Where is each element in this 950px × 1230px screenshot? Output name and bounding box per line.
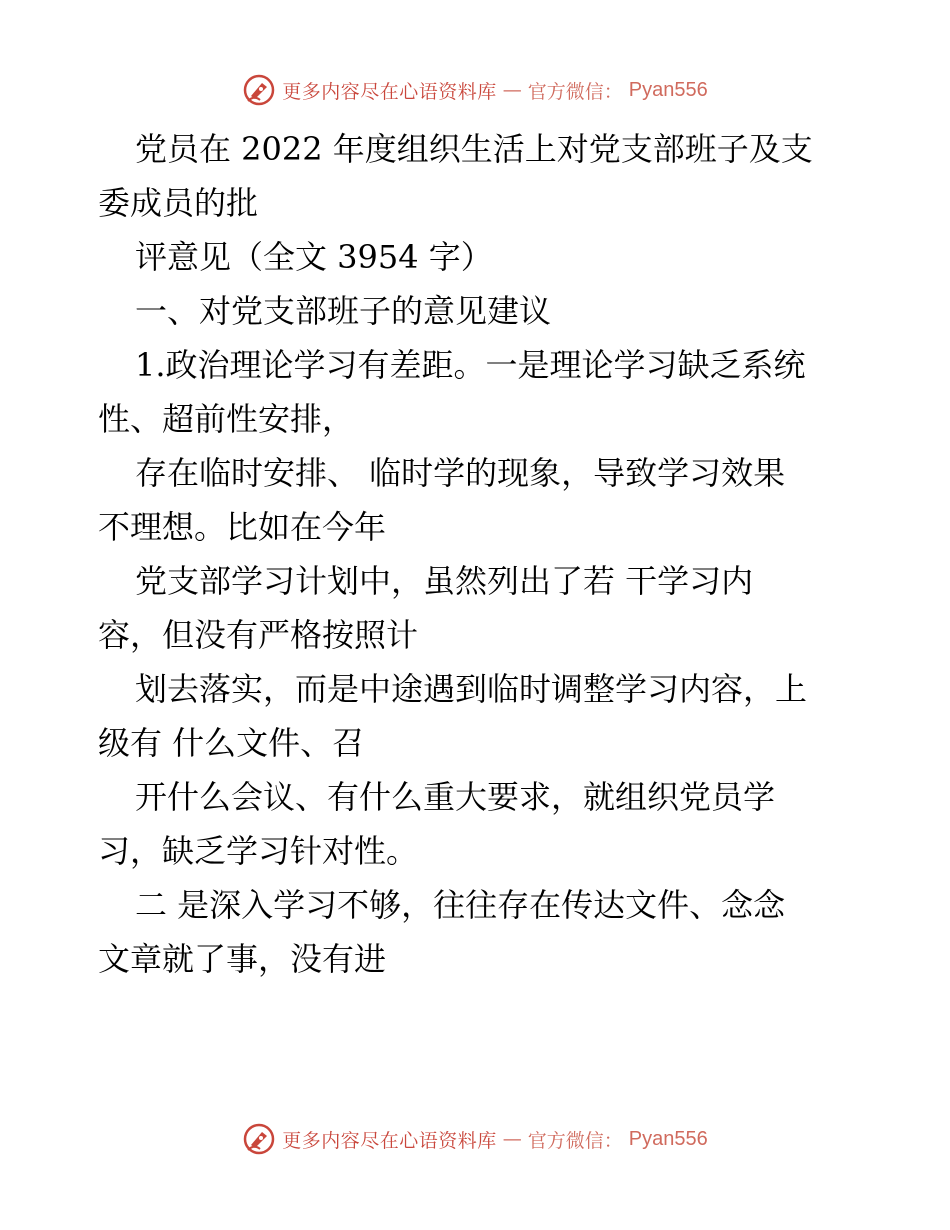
document-body: [98, 122, 858, 986]
title-line-2: 委成员的批: [98, 184, 259, 222]
paragraph-line: 党支部学习计划中，虽然列出了若 干学习内: [135, 562, 754, 600]
paragraph-line: 容，但没有严格按照计: [98, 616, 419, 654]
paragraph-line: 文章就了事，没有进: [98, 940, 387, 978]
header-banner-dash: —: [502, 79, 522, 101]
header-wechat-id: Pyan556: [628, 78, 708, 101]
header-wechat-label: 官方微信：: [527, 80, 623, 103]
paragraph-line: 划去落实，而是中途遇到临时调整学习内容，上: [135, 670, 808, 708]
footer-wechat-id: Pyan556: [628, 1127, 708, 1150]
paragraph-line: 开什么会议、有什么重大要求，就组织党员学: [135, 778, 776, 816]
paragraph-line: 级有 什么文件、召: [98, 724, 365, 762]
section-heading: 一、对党支部班子的意见建议: [135, 292, 552, 330]
pen-nib-seal-icon: [242, 1122, 276, 1156]
footer-wechat-label: 官方微信：: [527, 1129, 623, 1152]
paragraph-line: 二 是深入学习不够，往往存在传达文件、念念: [135, 886, 786, 924]
header-banner-text: 更多内容尽在心语资料库: [282, 80, 497, 103]
header-banner: [0, 70, 950, 110]
paragraph-line: 习，缺乏学习针对性。: [98, 832, 419, 870]
paragraph-line: 存在临时安排、 临时学的现象，导致学习效果: [135, 454, 786, 492]
footer-banner-dash: —: [502, 1128, 522, 1150]
paragraph-line: 1.政治理论学习有差距。一是理论学习缺乏系统: [135, 346, 806, 384]
footer-banner-text: 更多内容尽在心语资料库: [282, 1129, 497, 1152]
paragraph-line: 性、超前性安排，: [98, 400, 355, 438]
title-line-1: 党员在 2022 年度组织生活上对党支部班子及支: [135, 130, 813, 168]
footer-banner: [0, 1119, 950, 1159]
paragraph-line: 不理想。比如在今年: [98, 508, 387, 546]
title-line-3: 评意见（全文 3954 字）: [135, 238, 493, 276]
pen-nib-seal-icon: [242, 73, 276, 107]
